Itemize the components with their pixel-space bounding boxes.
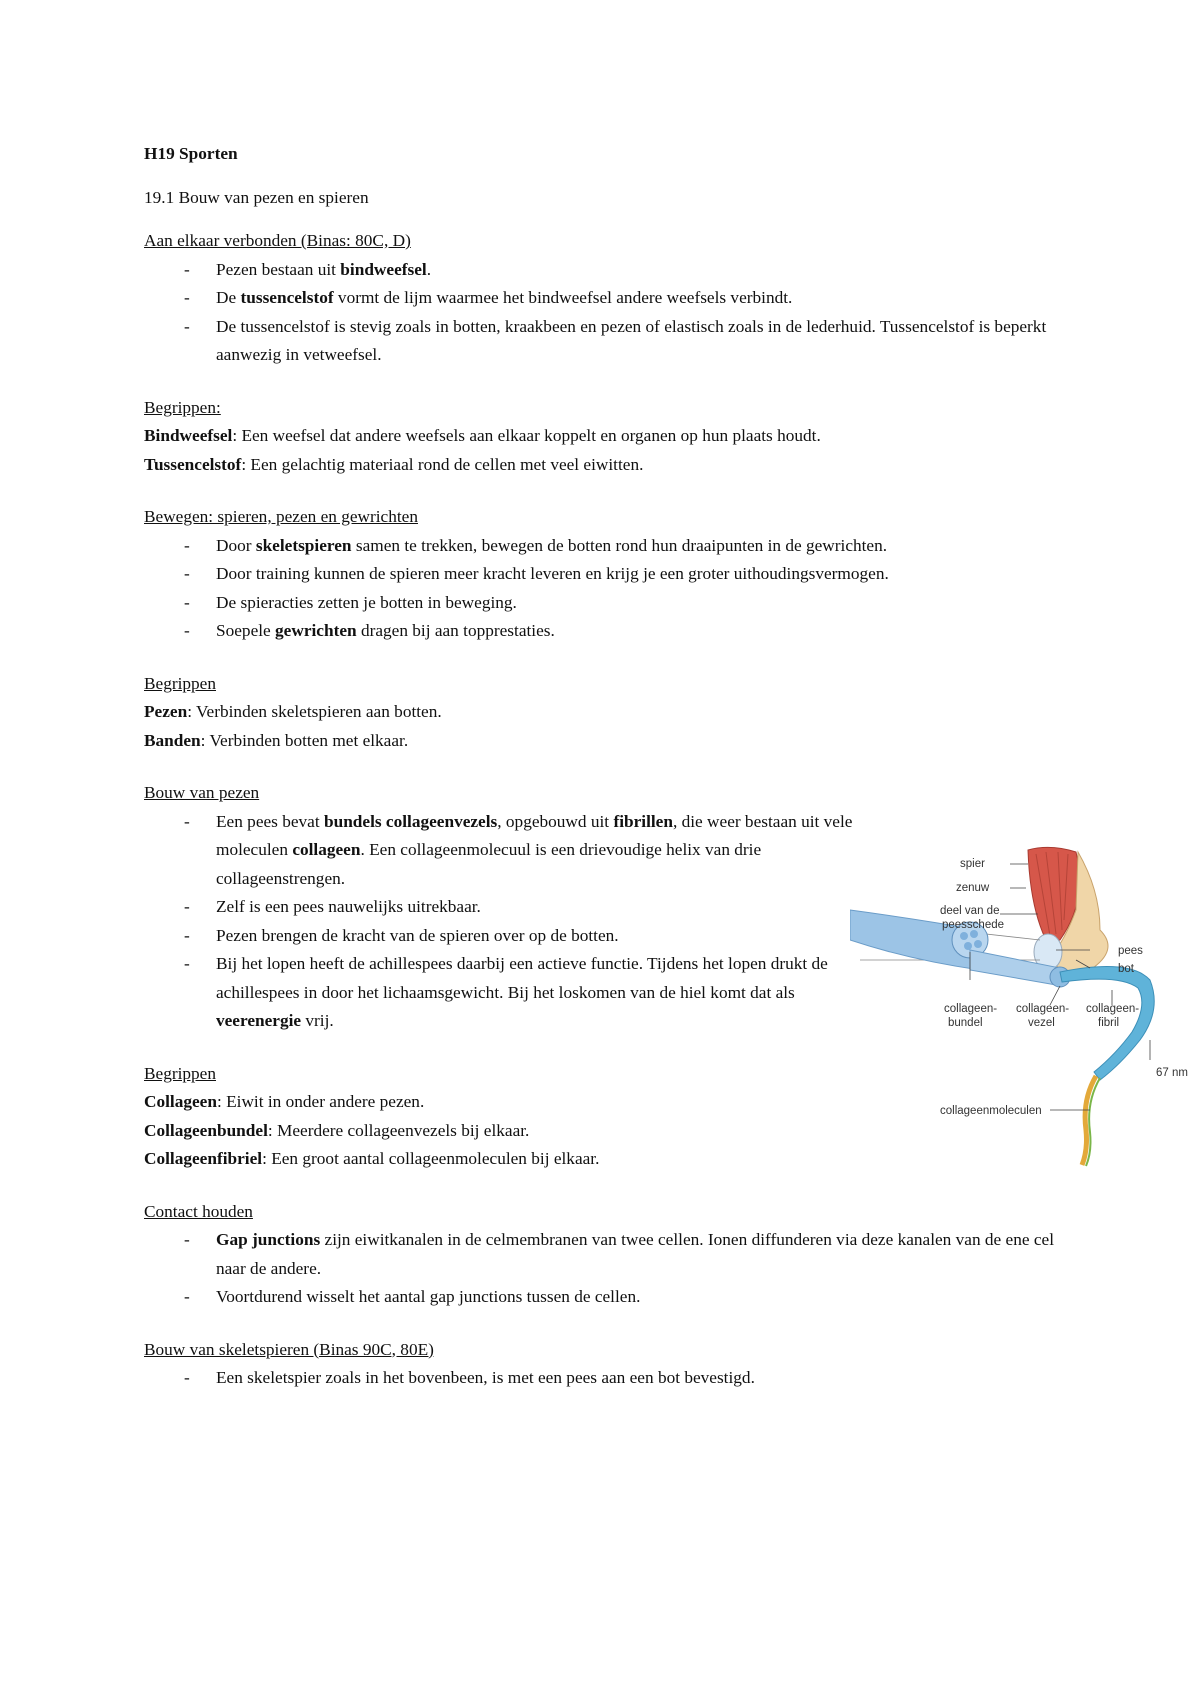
definition bbox=[144, 422, 1064, 451]
section-subtitle: 19.1 Bouw van pezen en spieren bbox=[144, 187, 369, 207]
label-peesschede-1: deel van de bbox=[940, 905, 1000, 917]
section-bewegen bbox=[144, 503, 1064, 646]
label-fibril-1: collageen- bbox=[1086, 1003, 1140, 1015]
text: Soepele bbox=[216, 621, 276, 640]
heading-begrippen: Begrippen: bbox=[144, 397, 221, 417]
section-skeletspieren bbox=[144, 1336, 1064, 1393]
bold-term: skeletspieren bbox=[255, 535, 352, 555]
list-item bbox=[184, 808, 884, 894]
heading-bouw-pezen: Bouw van pezen bbox=[144, 783, 260, 802]
tendon-structure-figure bbox=[850, 840, 1195, 1170]
label-vezel-2: vezel bbox=[1028, 1017, 1055, 1029]
definition-text: : Meerdere collageenvezels bij elkaar. bbox=[267, 1120, 530, 1140]
label-vezel-1: collageen- bbox=[1016, 1003, 1070, 1015]
heading-begrippen: Begrippen bbox=[144, 1063, 216, 1083]
bold-term: tussencelstof bbox=[240, 288, 334, 307]
list-item: - Pezen brengen de kracht van de spieren over op de botten. bbox=[184, 922, 884, 951]
label-fibril-2: fibril bbox=[1098, 1017, 1120, 1029]
list-item: - Zelf is een pees nauwelijks uitrekbaar. bbox=[184, 893, 884, 922]
definition bbox=[144, 451, 1064, 480]
list-item bbox=[184, 284, 1064, 313]
text: vormt de lijm waarmee het bindweefsel andere weefsels verbindt. bbox=[333, 288, 793, 307]
list-item bbox=[184, 1226, 1064, 1283]
text: . Een collageenmolecuul is een drievoudige helix van drie collageenstrengen. bbox=[216, 840, 762, 888]
text: , die weer bestaan uit vele moleculen bbox=[216, 811, 853, 859]
definition-text: : Een gelachtig materiaal rond de cellen met veel eiwitten. bbox=[241, 454, 644, 474]
section-begrippen-2 bbox=[144, 670, 1064, 756]
definition bbox=[144, 727, 1064, 756]
list-item bbox=[184, 950, 884, 1036]
label-moleculen: collageenmoleculen bbox=[940, 1105, 1042, 1117]
heading-begrippen: Begrippen bbox=[144, 673, 216, 693]
bold-term: collageen bbox=[292, 840, 361, 859]
bold-term: bundels collageenvezels bbox=[323, 811, 498, 831]
label-nm: 67 nm bbox=[1156, 1067, 1188, 1079]
list-item bbox=[184, 617, 1064, 646]
text: Pezen bestaan uit bbox=[216, 259, 341, 279]
section-verbonden bbox=[144, 227, 1064, 370]
text: vrij. bbox=[301, 1011, 334, 1030]
label-pees: pees bbox=[1118, 945, 1143, 957]
list-item: - De spieracties zetten je botten in beweging. bbox=[184, 589, 1064, 618]
bold-term: gewrichten bbox=[275, 621, 357, 640]
label-peesschede-2: peesschede bbox=[942, 919, 1005, 931]
text: samen te trekken, bewegen de botten rond hun draaipunten in de gewrichten. bbox=[351, 535, 888, 555]
bold-term: bindweefsel bbox=[340, 259, 427, 279]
document-page bbox=[144, 140, 1064, 1417]
definition-text: : Een weefsel dat andere weefsels aan elkaar koppelt en organen op hun plaats houdt. bbox=[232, 426, 821, 445]
bullet-list bbox=[144, 256, 1064, 370]
label-zenuw: zenuw bbox=[956, 882, 990, 894]
definition-text: : Een groot aantal collageenmoleculen bij elkaar. bbox=[262, 1149, 600, 1168]
list-item: - De tussencelstof is stevig zoals in botten, kraakbeen en pezen of elastisch zoals in de lederhuid. Tussencelstof is beperkt aanwezig in vetweefsel. bbox=[184, 313, 1064, 370]
text: zijn eiwitkanalen in de celmembranen van twee cellen. Ionen diffunderen via deze kanalen van de ene cel naar de andere. bbox=[216, 1230, 1054, 1278]
definition-term: Tussencelstof bbox=[144, 454, 242, 474]
bullet-list bbox=[144, 1364, 1064, 1393]
bold-term: fibrillen bbox=[613, 811, 673, 831]
list-item bbox=[184, 532, 1064, 561]
bullet-list bbox=[144, 532, 1064, 646]
definition-term: Collageenbundel bbox=[144, 1120, 268, 1140]
bold-term: veerenergie bbox=[216, 1011, 302, 1030]
label-bot: bot bbox=[1118, 963, 1134, 975]
list-item bbox=[184, 256, 1064, 285]
text: Bij het lopen heeft de achillespees daarbij een actieve functie. Tijdens het lopen drukt de achillespees in door het lichaamsgewicht. Bij het loskomen van de hiel komt dat als bbox=[216, 954, 828, 1002]
definition-text: : Verbinden skeletspieren aan botten. bbox=[187, 702, 442, 721]
definition-text: : Eiwit in onder andere pezen. bbox=[216, 1092, 425, 1111]
definition-term: Collageen bbox=[144, 1092, 217, 1111]
document-title: H19 Sporten bbox=[144, 144, 238, 163]
text: . bbox=[426, 259, 432, 279]
bullet-list bbox=[144, 1226, 1064, 1312]
list-item: - Voortdurend wisselt het aantal gap junctions tussen de cellen. bbox=[184, 1283, 1064, 1312]
bullet-list bbox=[144, 808, 884, 1036]
text: Een pees bevat bbox=[216, 811, 324, 831]
text: dragen bij aan topprestaties. bbox=[356, 621, 555, 640]
definition-text: : Verbinden botten met elkaar. bbox=[200, 730, 409, 750]
label-bundel-2: bundel bbox=[948, 1017, 983, 1029]
definition-term: Pezen bbox=[144, 702, 188, 721]
list-item: - Een skeletspier zoals in het bovenbeen, is met een pees aan een bot bevestigd. bbox=[184, 1364, 1064, 1393]
heading-contact: Contact houden bbox=[144, 1201, 253, 1221]
section-contact bbox=[144, 1198, 1064, 1312]
text: , opgebouwd uit bbox=[497, 811, 614, 831]
definition-term: Banden bbox=[144, 730, 201, 750]
definition-term: Bindweefsel bbox=[144, 426, 233, 445]
bold-term: Gap junctions bbox=[216, 1230, 321, 1249]
text: Door bbox=[216, 535, 256, 555]
definition bbox=[144, 698, 1064, 727]
heading-verbonden: Aan elkaar verbonden (Binas: 80C, D) bbox=[144, 231, 411, 250]
heading-bewegen: Bewegen: spieren, pezen en gewrichten bbox=[144, 507, 418, 526]
text: De bbox=[216, 288, 241, 307]
definition-term: Collageenfibriel bbox=[144, 1149, 263, 1168]
label-spier: spier bbox=[960, 858, 985, 870]
section-begrippen-1 bbox=[144, 394, 1064, 480]
label-bundel-1: collageen- bbox=[944, 1003, 998, 1015]
list-item: - Door training kunnen de spieren meer kracht leveren en krijg je een groter uithoudingsvermogen. bbox=[184, 560, 1064, 589]
heading-skeletspieren: Bouw van skeletspieren (Binas 90C, 80E) bbox=[144, 1339, 434, 1359]
